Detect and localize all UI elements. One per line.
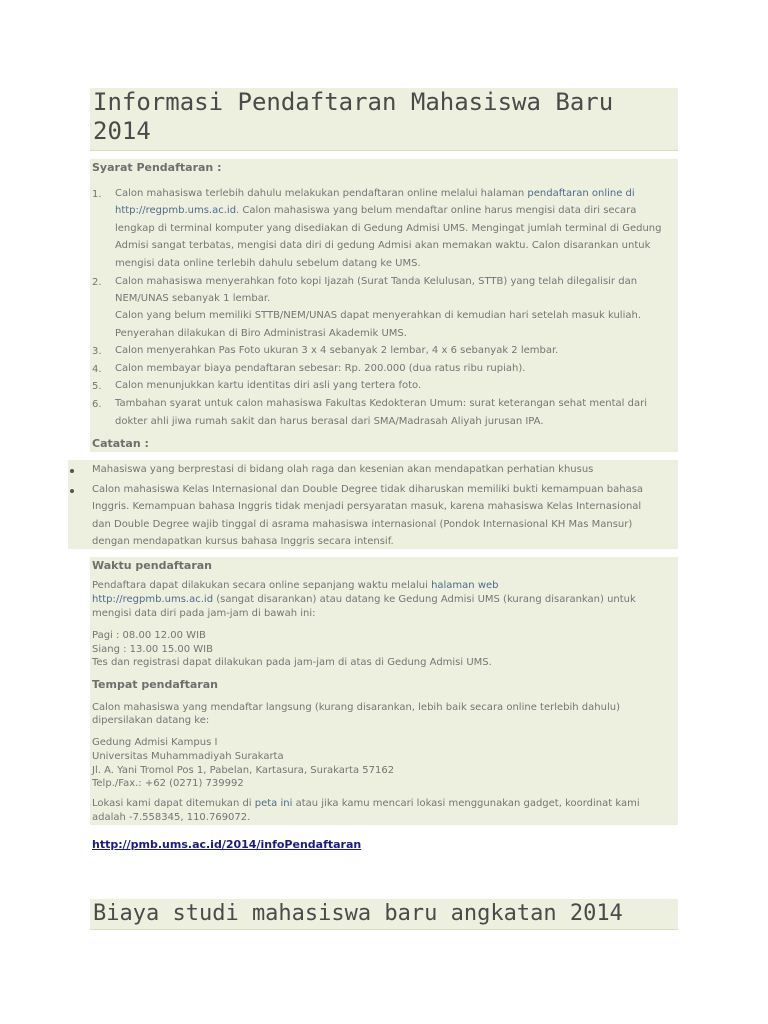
item-6-number: 6. (92, 399, 102, 410)
waktu-line-2: http://regpmb.ums.ac.id (sangat disarankan) atau datang ke Gedung Admisi UMS (kurang disarankan) untuk (92, 594, 636, 605)
biaya-title-text: Biaya studi mahasiswa baru angkatan 2014 (93, 901, 623, 926)
item-4-number: 4. (92, 364, 102, 375)
source-url-link[interactable]: http://pmb.ums.ac.id/2014/infoPendaftaran (92, 838, 362, 851)
item-1-number: 1. (92, 189, 102, 200)
title-line-2: 2014 (93, 117, 151, 145)
waktu-line-1: Pendaftara dapat dilakukan secara online sepanjang waktu melalui halaman web (92, 580, 499, 591)
title-line-1: Informasi Pendaftaran Mahasiswa Baru (93, 88, 614, 116)
item-1-line-3: lengkap di terminal komputer yang disediakan di Gedung Admisi UMS. Mengingat jumlah terminal di Gedung (115, 223, 662, 234)
catatan-bullet-2-line-4: dengan mendapatkan kursus bahasa Inggris secara intensif. (92, 536, 394, 547)
waktu-line-3: mengisi data diri pada jam-jam di bawah ini: (92, 608, 316, 619)
item-4-line-1: Calon membayar biaya pendaftaran sebesar: Rp. 200.000 (dua ratus ribu rupiah). (115, 363, 526, 374)
tempat-line-2: dipersilakan datang ke: (92, 715, 210, 726)
item-2-line-3: Calon yang belum memiliki STTB/NEM/UNAS dapat menyerahkan di kemudian hari setelah masuk kuliah. (115, 310, 642, 321)
item-1-line-1: Calon mahasiswa terlebih dahulu melakukan pendaftaran online melalui halaman pendaftaran online di (115, 188, 635, 199)
item-6-line-2: dokter ahli jiwa rumah sakit dan harus berasal dari SMA/Madrasah Aliyah jurusan IPA. (115, 416, 544, 427)
section-title-biaya (90, 899, 678, 930)
address-line-1: Gedung Admisi Kampus I (92, 737, 218, 748)
catatan-bullet-1: Mahasiswa yang berprestasi di bidang olah raga dan kesenian akan mendapatkan perhatian khusus (92, 464, 594, 475)
item-3-number: 3. (92, 346, 102, 357)
catatan-bullet-2-line-3: dan Double Degree wajib tinggal di asrama mahasiswa internasional (Pondok Internasional KH Mas Mansur) (92, 519, 633, 530)
item-6-line-1: Tambahan syarat untuk calon mahasiswa Fakultas Kedokteran Umum: surat keterangan sehat mental dari (115, 398, 647, 409)
lokasi-line-2: adalah -7.558345, 110.769072. (92, 812, 251, 823)
pendaftaran-online-link[interactable]: pendaftaran online di (527, 188, 635, 199)
peta-link[interactable]: peta ini (254, 798, 293, 809)
item-1-line-4: Admisi sangat terbatas, mengisi data diri di gedung Admisi akan memakan waktu. Calon disarankan untuk (115, 240, 651, 251)
address-line-4: Telp./Fax.: +62 (0271) 739992 (92, 778, 244, 789)
syarat-heading: Syarat Pendaftaran : (92, 161, 222, 174)
item-2-line-4: Penyerahan dilakukan di Biro Administrasi Akademik UMS. (115, 328, 407, 339)
waktu-siang: Siang : 13.00 15.00 WIB (92, 644, 213, 655)
waktu-tes: Tes dan registrasi dapat dilakukan pada jam-jam di atas di Gedung Admisi UMS. (92, 657, 492, 668)
halaman-web-link[interactable]: halaman web (431, 580, 499, 591)
item-2-line-2: NEM/UNAS sebanyak 1 lembar. (115, 293, 271, 304)
regpmb-link-2[interactable]: http://regpmb.ums.ac.id (92, 594, 214, 605)
item-2-line-1: Calon mahasiswa menyerahkan foto kopi Ijazah (Surat Tanda Kelulusan, STTB) yang telah dilegalisir dan (115, 276, 638, 287)
item-3-line-1: Calon menyerahkan Pas Foto ukuran 3 x 4 sebanyak 2 lembar, 4 x 6 sebanyak 2 lembar. (115, 345, 559, 356)
item-1-line-5: mengisi data online terlebih dahulu sebelum datang ke UMS. (115, 258, 421, 269)
address-line-2: Universitas Muhammadiyah Surakarta (92, 751, 284, 762)
waktu-pagi: Pagi : 08.00 12.00 WIB (92, 630, 206, 641)
catatan-heading: Catatan : (92, 437, 149, 450)
waktu-heading: Waktu pendaftaran (92, 559, 213, 572)
tempat-heading: Tempat pendaftaran (92, 678, 218, 691)
lokasi-line-1: Lokasi kami dapat ditemukan di peta ini atau jika kamu mencari lokasi menggunakan gadget, koordinat kami (92, 798, 640, 809)
catatan-bullet-2-line-2: Inggris. Kemampuan bahasa Inggris tidak menjadi persyaratan masuk, karena mahasiswa Kelas Internasional (92, 501, 642, 512)
item-5-line-1: Calon menunjukkan kartu identitas diri asli yang tertera foto. (115, 380, 422, 391)
address-line-3: Jl. A. Yani Tromol Pos 1, Pabelan, Kartasura, Surakarta 57162 (92, 765, 395, 776)
item-5-number: 5. (92, 381, 102, 392)
item-1-line-2: http://regpmb.ums.ac.id. Calon mahasiswa yang belum mendaftar online harus mengisi data diri secara (115, 205, 637, 216)
catatan-bullet-2-line-1: Calon mahasiswa Kelas Internasional dan Double Degree tidak diharuskan memiliki bukti kemampuan bahasa (92, 484, 644, 495)
bullet-1-icon (70, 469, 74, 473)
tempat-line-1: Calon mahasiswa yang mendaftar langsung (kurang disarankan, lebih baik secara online terlebih dahulu) (92, 702, 620, 713)
page-title (90, 88, 678, 151)
bullet-2-icon (70, 489, 74, 493)
regpmb-link[interactable]: http://regpmb.ums.ac.id (115, 205, 237, 216)
item-2-number: 2. (92, 277, 102, 288)
